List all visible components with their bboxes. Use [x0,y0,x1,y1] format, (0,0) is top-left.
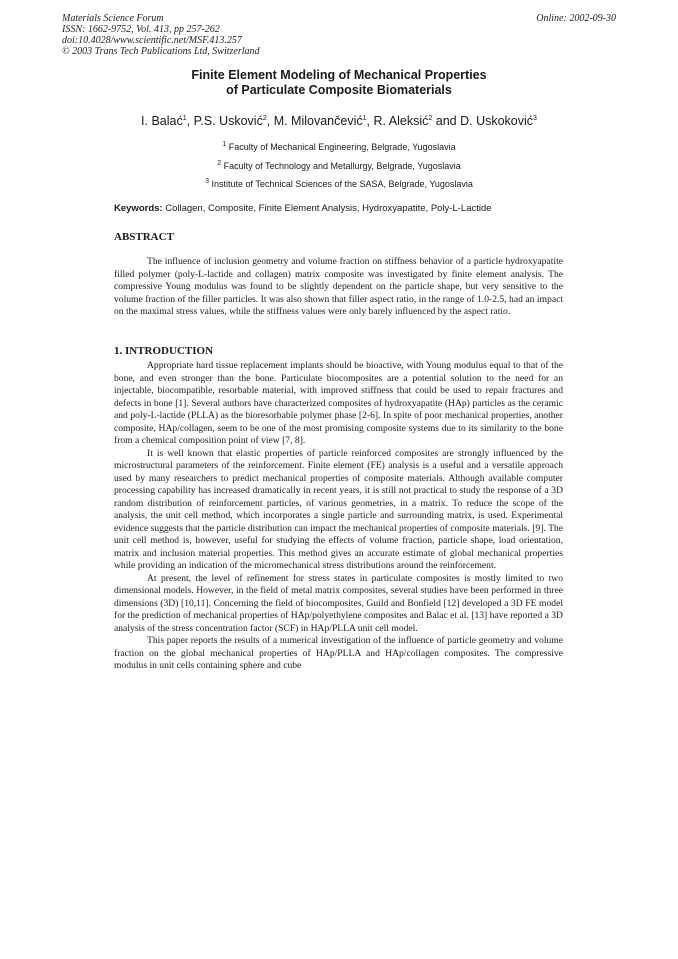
affiliation-mark: 3 [205,178,210,185]
issn-line: ISSN: 1662-9752, Vol. 413, pp 257-262 [62,24,220,35]
author: M. Milovančević [273,114,363,128]
online-date: Online: 2002-09-30 [536,13,616,24]
affiliation-mark: 2 [217,159,222,167]
title-line-2: of Particulate Composite Biomaterials [226,83,452,97]
author-affiliation-mark: 2 [262,114,267,122]
author-list [60,114,618,128]
author: R. Aleksić [373,114,429,128]
intro-paragraph: This paper reports the results of a numerical investigation of the influence of particle geometry and volume fraction on the global mechanical properties of HAp/PLLA and HAp/collagen composites. The compressive modulus in unit cells containing sphere and cube [114,635,563,671]
author-affiliation-mark: 1 [362,114,367,122]
affiliation-text: Faculty of Technology and Metallurgy, Belgrade, Yugoslavia [223,160,461,171]
affiliation-text: Institute of Technical Sciences of the SASA, Belgrade, Yugoslavia [211,179,473,189]
author-affiliation-mark: 2 [428,114,433,122]
keywords-label: Keywords: [114,203,163,214]
abstract-paragraph: The influence of inclusion geometry and volume fraction on stiffness behavior of a particle hydroxyapatite filled polymer (poly-L-lactide and collagen) matrix composite was investigated by finite element analysis. The compressive Young modulus was found to be slightly dependent on the particle shape, but very sensitive to the volume fraction of the filler particles. It was also shown that filler aspect ratio, in the range of 1.0-2.5, had an impact on the maximal stress values, while the stiffness values were only barely influenced by the aspect ratio. [114,256,563,317]
introduction-body [114,360,563,673]
affiliation [80,156,598,175]
doi-line: doi:10.4028/www.scientific.net/MSF.413.257 [62,35,242,46]
journal-name: Materials Science Forum [62,13,164,24]
author: I. Balać [141,114,183,128]
title-line-1: Finite Element Modeling of Mechanical Properties [191,68,487,82]
affiliation-text: Faculty of Mechanical Engineering, Belgrade, Yugoslavia [228,142,456,152]
affiliation [80,137,598,156]
author-separator: and [432,114,461,128]
author: P.S. Usković [193,114,263,128]
author-separator: , [186,114,194,128]
author-separator: , [266,114,274,128]
affiliation [80,174,598,193]
intro-paragraph: Appropriate hard tissue replacement implants should be bioactive, with Young modulus equal to that of the bone, and even stronger than the bone. Particulate biocomposites are a potential solution to the need for an injectable, biocompatible, resorbable material, with improved stiffness that could be used to repair fractures and defects in bone [1]. Several authors have characterized composites of hydroxyapatite (HAp) particles as the ceramic and poly-L-lactide (PLLA) as the bioresorbable polymer phase [2-6]. In spite of poor mechanical properties, another composite, HAp/collagen, seem to be one of the most promising composite systems due to its similarity to the bone from a chemical composition point of view [7, 8]. [114,360,563,446]
affiliation-list [80,137,598,193]
affiliation-mark: 1 [222,141,227,148]
paper-title [80,68,598,98]
copyright-line: © 2003 Trans Tech Publications Ltd, Switzerland [62,46,260,57]
keywords-text: Collagen, Composite, Finite Element Analysis, Hydroxyapatite, Poly-L-Lactide [165,203,492,214]
author-affiliation-mark: 3 [533,114,537,122]
author-separator: , [366,114,374,128]
introduction-heading: 1. INTRODUCTION [114,345,214,357]
intro-paragraph: At present, the level of refinement for stress states in particulate composites is mostly limited to two dimensional models. However, in the field of metal matrix composites, several studies have been performed in three dimensions (3D) [10,11]. Concerning the field of biocomposites, Guild and Bonfield [12] developed a 3D FE model for the prediction of mechanical properties of HAp/polyethylene composites and Balac et al. [13] have reported a 3D analysis of the stress concentration factor (SCF) in HAp/PLLA unit cell model. [114,572,563,634]
abstract-body [114,256,563,319]
abstract-heading: ABSTRACT [114,231,174,243]
author: D. Uskoković [460,114,534,128]
keywords [114,203,614,214]
intro-paragraph: It is well known that elastic properties of particle reinforced composites are strongly influenced by the microstructural parameters of the reinforcement. Finite element (FE) analysis is a useful and a versatile approach used by many researchers to predict mechanical properties of composite materials. Although available computer processing capability has increased dramatically in recent years, it is still not practical to study the response of a 3D random distribution of reinforcement particles, of various geometries, in a matrix. To reduce the scope of the analysis, the unit cell method, which incorporates a single particle and surrounding matrix, is used. Experimental evidence suggests that the particle distribution can impact the mechanical properties of composite materials. [9]. The unit cell method is, however, useful for studying the effects of volume fraction, particle shape, load orientation, matrix and inclusion material properties. This method gives an accurate estimate of global mechanical properties while providing an indication of the micromechanical stress distributions around the reinforcement. [114,447,563,571]
author-affiliation-mark: 1 [182,114,187,122]
